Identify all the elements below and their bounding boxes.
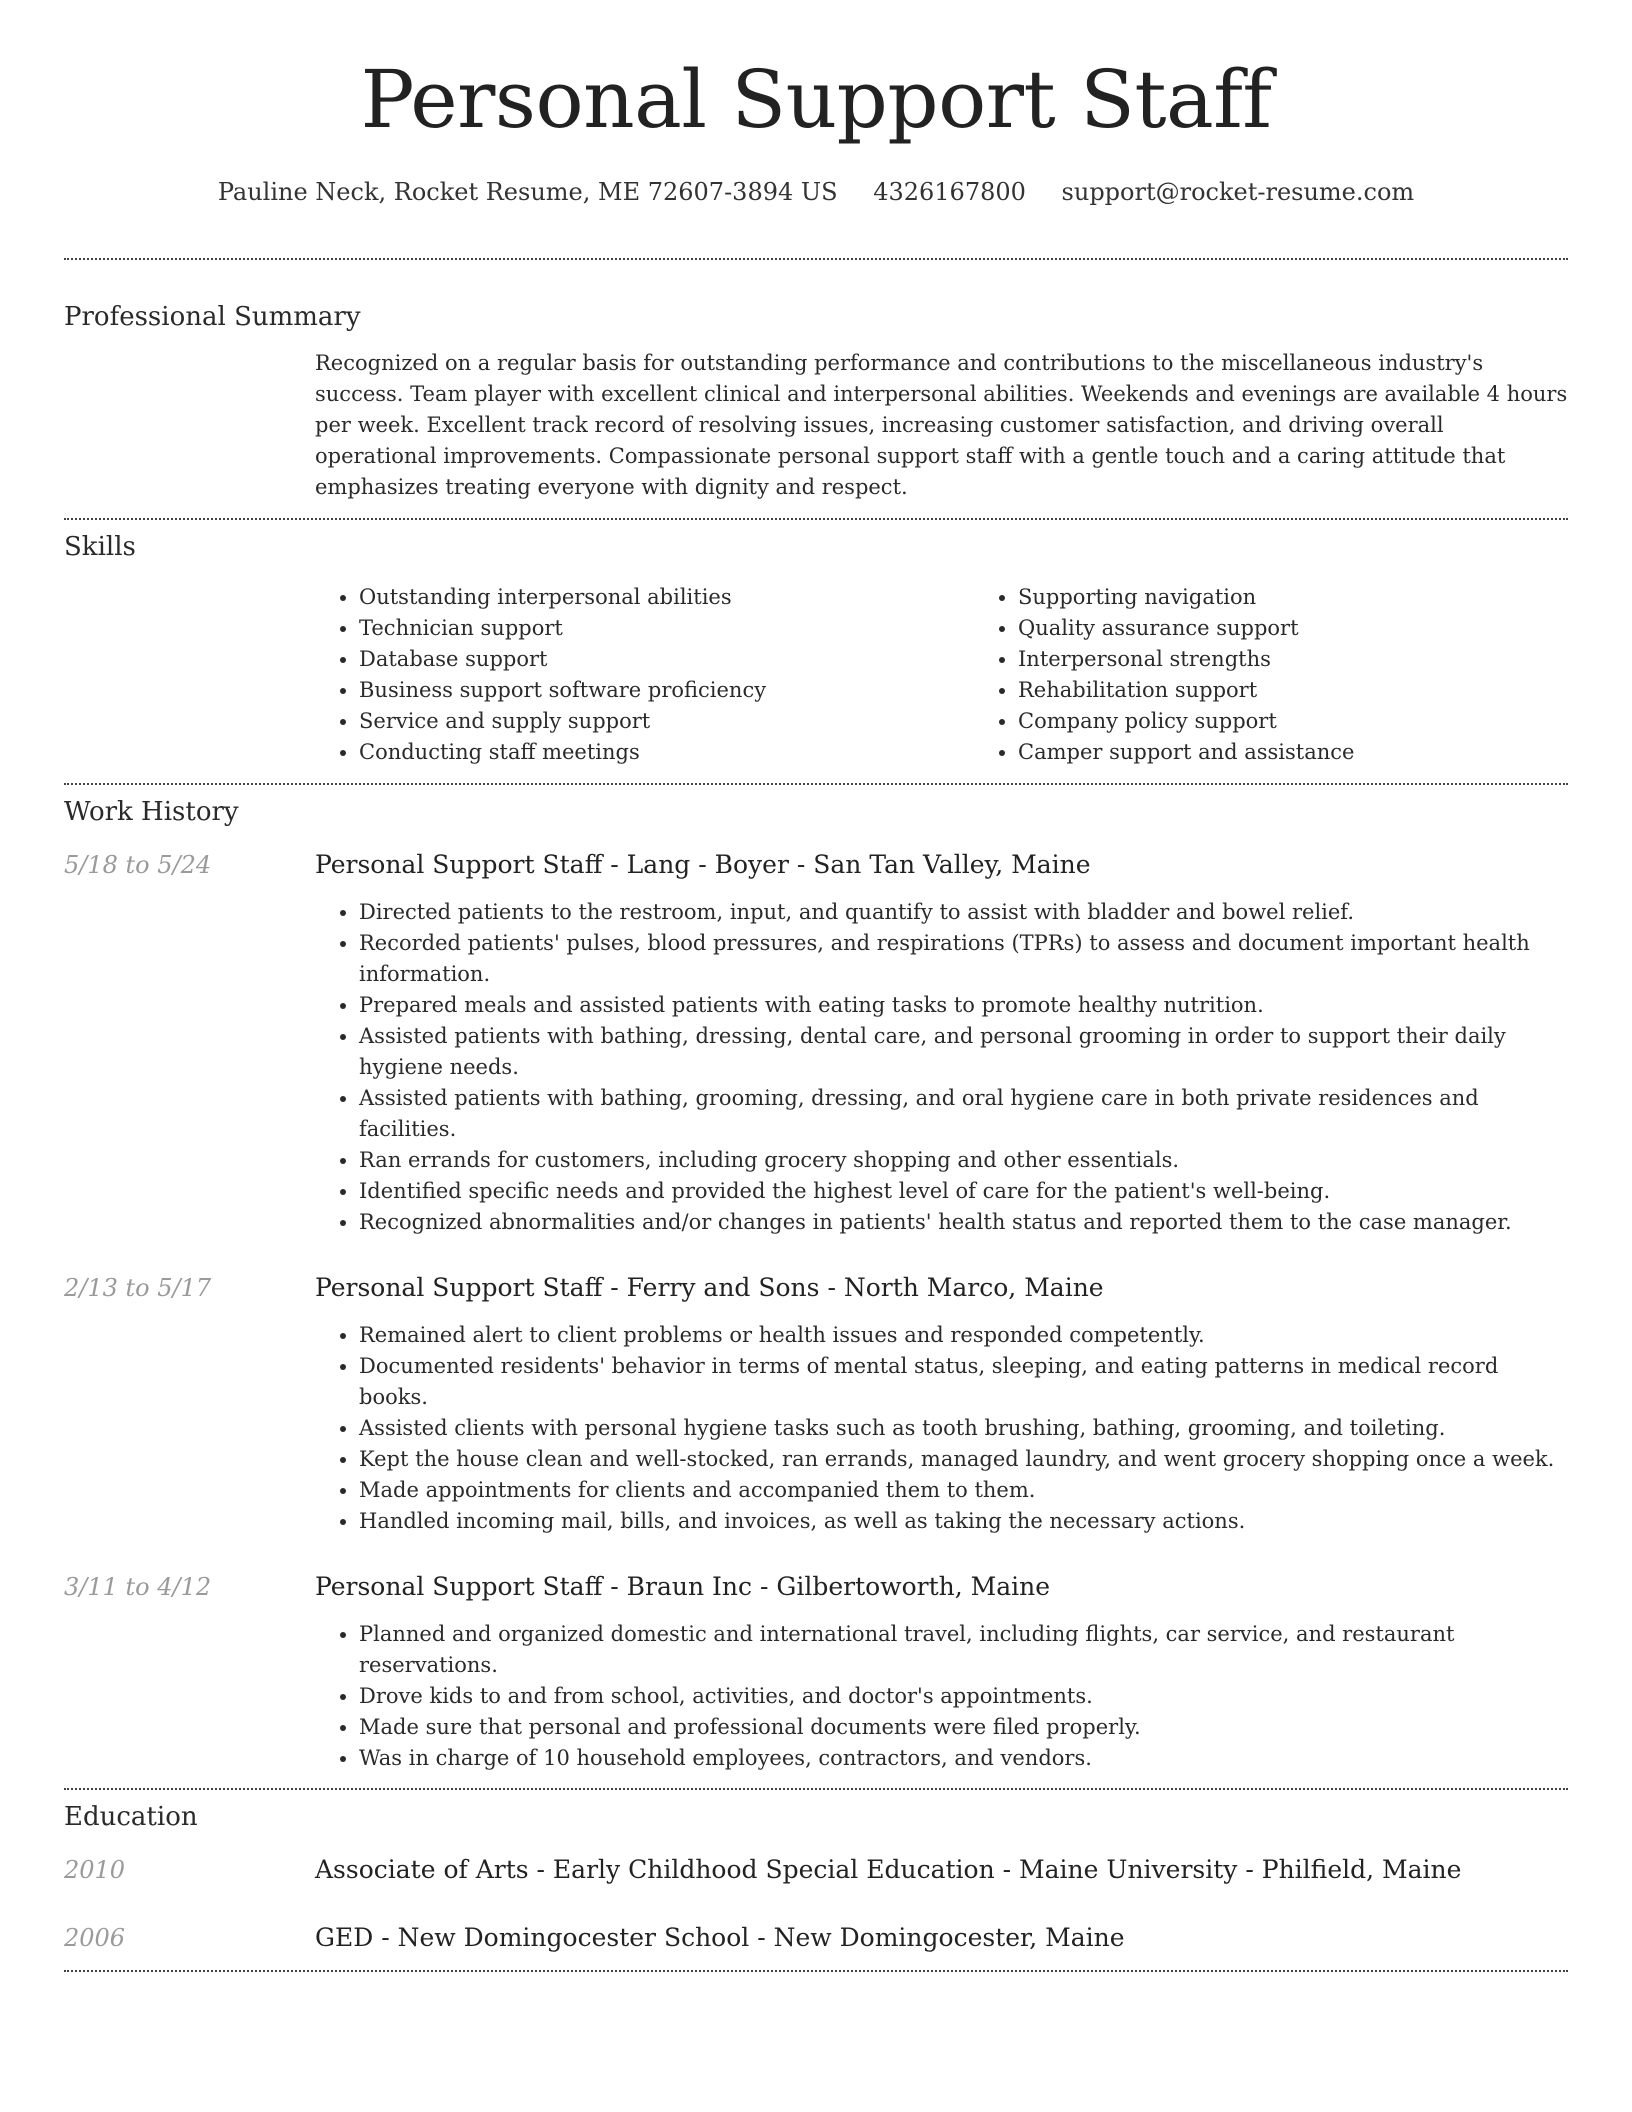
skill-item: • Company policy support (1018, 706, 1632, 737)
contact-email: support@rocket-resume.com (1061, 178, 1415, 206)
education-entry (64, 1922, 1568, 1954)
job-bullet: • Kept the house clean and well-stocked, ran errands, managed laundry, and went grocery shopping once a week. (359, 1444, 1568, 1475)
job-dates: 3/11 to 4/12 (64, 1573, 212, 1601)
job-bullets (315, 1619, 1568, 1774)
skill-item: • Technician support (359, 613, 974, 644)
job-bullet: • Assisted patients with bathing, dressing, dental care, and personal grooming in order to support their daily hygiene needs. (359, 1021, 1568, 1083)
summary-row (64, 348, 1568, 503)
job-bullet: • Planned and organized domestic and international travel, including flights, car service, and restaurant reservations. (359, 1619, 1568, 1681)
job-header: Personal Support Staff - Braun Inc - Gilbertoworth, Maine (315, 1572, 1051, 1601)
job-entry (64, 1272, 1568, 1537)
skills-heading: Skills (64, 532, 136, 562)
work-heading: Work History (64, 797, 239, 827)
divider (64, 783, 1568, 785)
job-bullet: • Remained alert to client problems or health issues and responded competently. (359, 1320, 1568, 1351)
summary-text: Recognized on a regular basis for outstanding performance and contributions to the miscellaneous industry's success. Team player with excellent clinical and interpersonal abilities. Weekends and evenings are available 4 hours per week. Excellent track record of resolving issues, increasing customer satisfaction, and driving overall operational improvements. Compassionate personal support staff with a gentle touch and a caring attitude that emphasizes treating everyone with dignity and respect. (315, 351, 1568, 499)
job-bullet: • Prepared meals and assisted patients with eating tasks to promote healthy nutrition. (359, 990, 1568, 1021)
job-dates: 5/18 to 5/24 (64, 851, 212, 879)
job-bullet: • Was in charge of 10 household employees, contractors, and vendors. (359, 1743, 1568, 1774)
skill-item: • Supporting navigation (1018, 582, 1632, 613)
job-header: Personal Support Staff - Ferry and Sons - North Marco, Maine (315, 1273, 1104, 1302)
skill-item: • Conducting staff meetings (359, 737, 974, 768)
job-bullet: • Ran errands for customers, including grocery shopping and other essentials. (359, 1145, 1568, 1176)
job-bullet: • Drove kids to and from school, activities, and doctor's appointments. (359, 1681, 1568, 1712)
summary-heading: Professional Summary (64, 302, 361, 332)
job-bullet: • Recorded patients' pulses, blood pressures, and respirations (TPRs) to assess and document important health information. (359, 928, 1568, 990)
job-bullet: • Documented residents' behavior in terms of mental status, sleeping, and eating patterns in medical record books. (359, 1351, 1568, 1413)
job-bullets (315, 1320, 1568, 1537)
job-bullet: • Recognized abnormalities and/or changes in patients' health status and reported them to the case manager. (359, 1207, 1568, 1238)
education-detail: GED - New Domingocester School - New Domingocester, Maine (315, 1923, 1125, 1952)
education-heading: Education (64, 1802, 198, 1832)
job-bullet: • Assisted clients with personal hygiene tasks such as tooth brushing, bathing, grooming, and toileting. (359, 1413, 1568, 1444)
divider (64, 518, 1568, 520)
job-bullet: • Made appointments for clients and accompanied them to them. (359, 1475, 1568, 1506)
education-year: 2010 (64, 1856, 126, 1884)
education-detail: Associate of Arts - Early Childhood Special Education - Maine University - Philfield, Maine (315, 1855, 1462, 1884)
job-entry (64, 849, 1568, 1238)
resume-title: Personal Support Staff (360, 53, 1272, 146)
skill-item: • Business support software proficiency (359, 675, 974, 706)
skills-row (64, 582, 1568, 768)
contact-line (64, 176, 1568, 208)
job-dates: 2/13 to 5/17 (64, 1274, 212, 1302)
skill-item: • Database support (359, 644, 974, 675)
contact-address: Pauline Neck, Rocket Resume, ME 72607-3894 US (217, 178, 838, 206)
skill-item: • Rehabilitation support (1018, 675, 1632, 706)
job-header: Personal Support Staff - Lang - Boyer - San Tan Valley, Maine (315, 850, 1091, 879)
skills-list-right (974, 582, 1632, 768)
divider (64, 1788, 1568, 1790)
skills-list-left (315, 582, 974, 768)
job-bullet: • Identified specific needs and provided the highest level of care for the patient's well-being. (359, 1176, 1568, 1207)
skill-item: • Camper support and assistance (1018, 737, 1632, 768)
job-bullet: • Assisted patients with bathing, grooming, dressing, and oral hygiene care in both private residences and facilities. (359, 1083, 1568, 1145)
job-bullet: • Handled incoming mail, bills, and invoices, as well as taking the necessary actions. (359, 1506, 1568, 1537)
job-bullets (315, 897, 1568, 1238)
contact-phone: 4326167800 (873, 178, 1026, 206)
job-bullet: • Made sure that personal and professional documents were filed properly. (359, 1712, 1568, 1743)
education-year: 2006 (64, 1924, 126, 1952)
job-entry (64, 1571, 1568, 1774)
divider (64, 1970, 1568, 1972)
skill-item: • Outstanding interpersonal abilities (359, 582, 974, 613)
skill-item: • Service and supply support (359, 706, 974, 737)
divider (64, 258, 1568, 260)
skill-item: • Interpersonal strengths (1018, 644, 1632, 675)
skill-item: • Quality assurance support (1018, 613, 1632, 644)
education-entry (64, 1854, 1568, 1886)
job-bullet: • Directed patients to the restroom, input, and quantify to assist with bladder and bowel relief. (359, 897, 1568, 928)
